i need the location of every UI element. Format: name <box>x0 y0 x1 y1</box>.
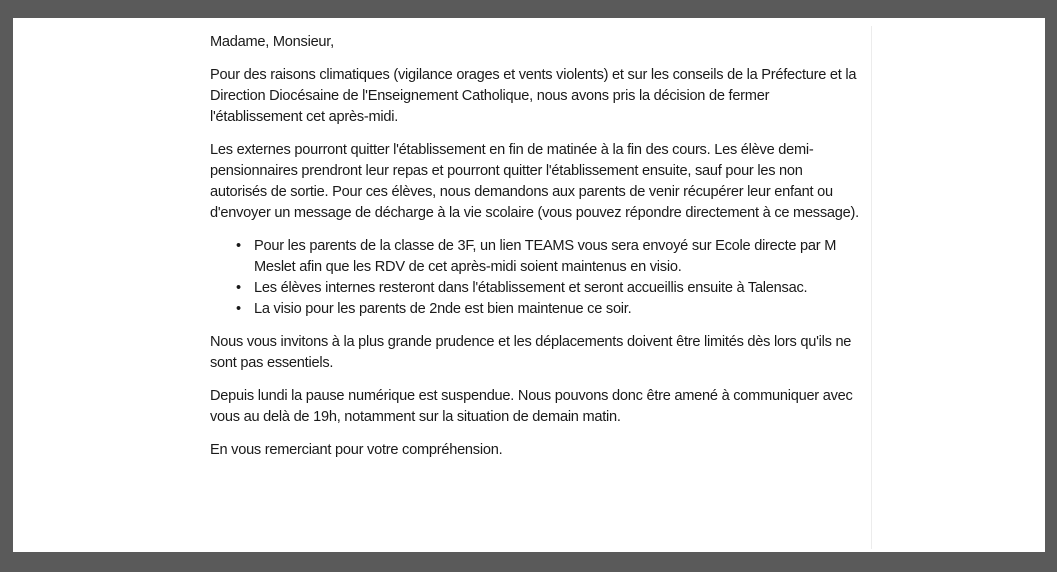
bullet-icon: • <box>236 280 241 296</box>
paragraph-digital-pause: Depuis lundi la pause numérique est suspendue. Nous pouvons donc être amené à communiquer avec vous au delà de 19h, notamment sur la situation de demain matin. <box>210 388 853 425</box>
list-item-text: Pour les parents de la classe de 3F, un lien TEAMS vous sera envoyé sur Ecole directe par M Meslet afin que les RDV de cet après-midi soient maintenus en visio. <box>254 238 837 275</box>
bullet-icon: • <box>236 238 241 254</box>
bullet-icon: • <box>236 301 241 317</box>
greeting: Madame, Monsieur, <box>210 34 334 50</box>
list-item-text: Les élèves internes resteront dans l'établissement et seront accueillis ensuite à Talensac. <box>254 280 808 296</box>
paragraph-prudence: Nous vous invitons à la plus grande prudence et les déplacements doivent être limités dès lors qu'ils ne sont pas essentiels. <box>210 334 852 371</box>
paragraph-student-dismissal: Les externes pourront quitter l'établissement en fin de matinée à la fin des cours. Les élève demi-pensionnaires prendront leur repas et pourront quitter l'établissement ensuite, sauf pour les non autorisés de sortie. Pour ces élèves, nous demandons aux parents de venir récupérer leur enfant ou d'envoyer un message de décharge à la vie scolaire (vous pouvez répondre directement à ce message). <box>210 142 859 221</box>
message-body <box>210 32 860 473</box>
list-item <box>236 299 860 320</box>
document-page <box>13 18 1045 552</box>
list-item <box>236 278 860 299</box>
list-item <box>236 236 860 278</box>
page-margin-divider <box>871 26 872 549</box>
list-item-text: La visio pour les parents de 2nde est bien maintenue ce soir. <box>254 301 632 317</box>
bullet-list <box>210 236 860 320</box>
paragraph-closure-decision: Pour des raisons climatiques (vigilance orages et vents violents) et sur les conseils de la Préfecture et la Direction Diocésaine de l'Enseignement Catholique, nous avons pris la décision de fermer l'établissement cet après-midi. <box>210 67 857 125</box>
closing: En vous remerciant pour votre compréhension. <box>210 442 503 458</box>
